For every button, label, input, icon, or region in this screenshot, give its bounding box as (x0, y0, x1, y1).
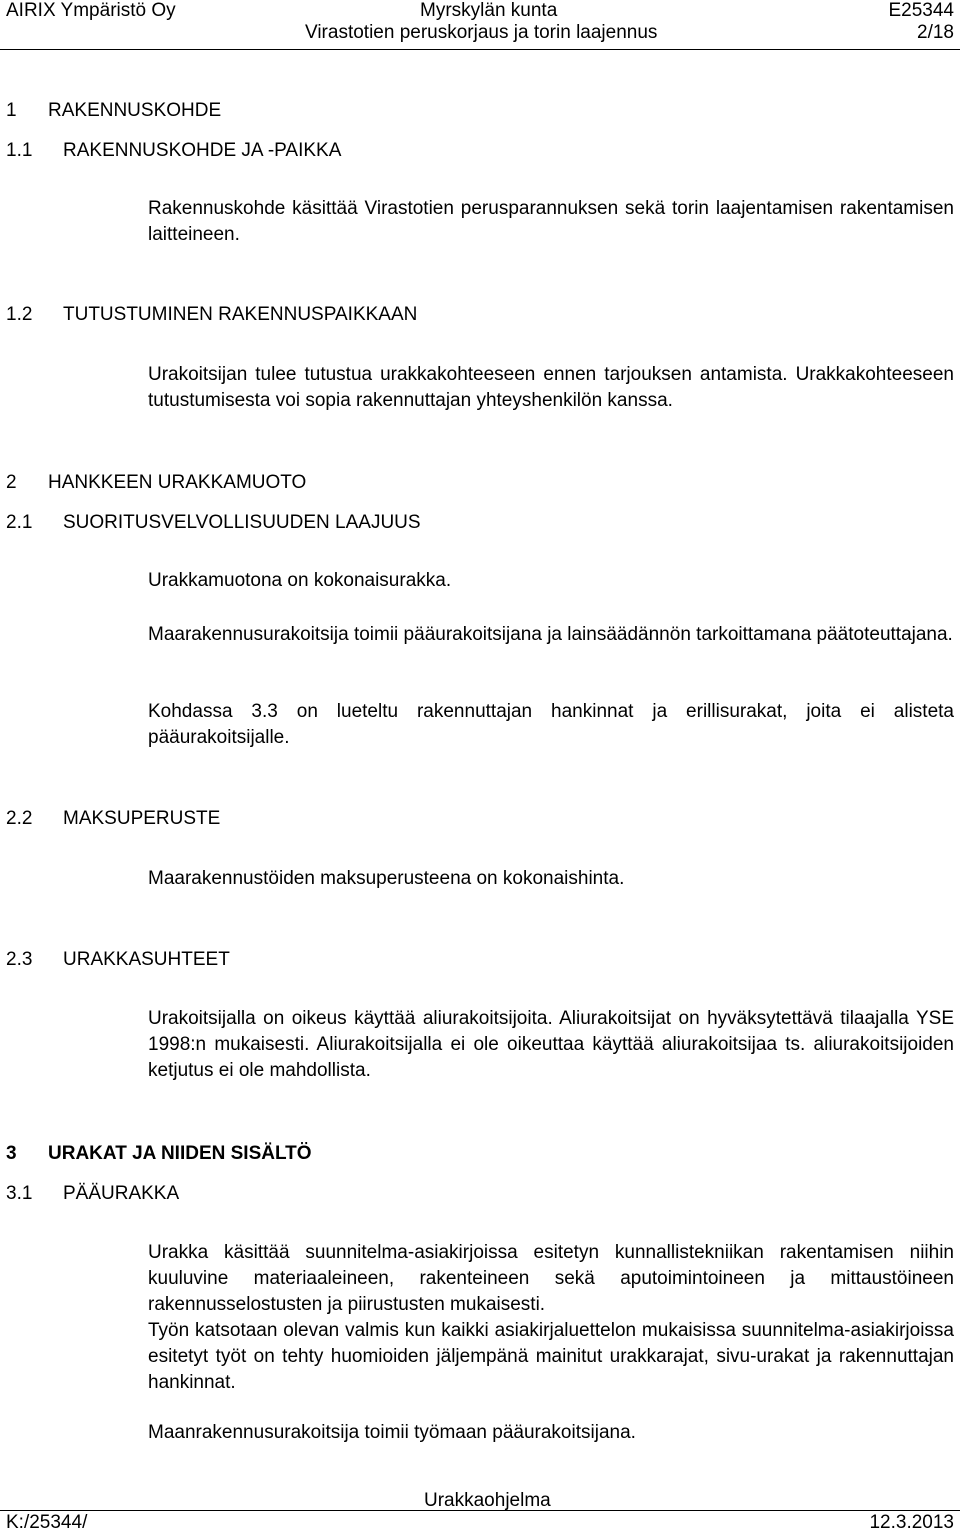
section-3-1-paragraph-2: Työn katsotaan olevan valmis kun kaikki asiakirjaluettelon mukaisissa suunnitelma-asiakirjoissa esitetyt työt on tehty huomioiden jäljempänä mainitut urakkarajat, sivu-urakat ja rakennuttajan hankinnat. (148, 1320, 954, 1393)
section-3-1-paragraph-1: Urakka käsittää suunnitelma-asiakirjoissa esitetyn kunnallistekniikan rakentamisen niihin kuuluvine materiaaleineen, rakenteineen sekä aputoimintoineen ja mittaustöineen rakennusselostusten ja piirustusten mukaisesti. (148, 1242, 954, 1315)
footer-date: 12.3.2013 (869, 1512, 954, 1533)
footer-document-name: Urakkaohjelma (424, 1490, 551, 1511)
section-number: 1 (6, 100, 17, 121)
section-title: TUTUSTUMINEN RAKENNUSPAIKKAAN (63, 304, 418, 325)
section-title: RAKENNUSKOHDE (48, 100, 222, 121)
section-title: MAKSUPERUSTE (63, 808, 221, 829)
section-2-1-paragraph-2: Maarakennusurakoitsija toimii pääurakoitsijana ja lainsäädännön tarkoittamana päätoteuttajana. (148, 624, 953, 645)
section-title: HANKKEEN URAKKAMUOTO (48, 472, 307, 493)
section-number: 1.1 (6, 140, 33, 161)
header-project: Virastotien peruskorjaus ja torin laajennus (305, 22, 658, 43)
section-1-2-text: Urakoitsijan tulee tutustua urakkakohteeseen ennen tarjouksen antamista. Urakkakohteeseen tutustumisesta voi sopia rakennuttajan yhteyshenkilön kanssa. (148, 364, 954, 411)
header-company: AIRIX Ympäristö Oy (6, 0, 176, 21)
section-number: 1.2 (6, 304, 33, 325)
header-page-number: 2/18 (917, 22, 954, 43)
section-2-3-text: Urakoitsijalla on oikeus käyttää aliurakoitsijoita. Aliurakoitsijat on hyväksytettävä tilaajalla YSE 1998:n mukaisesti. Aliurakoitsijalla ei ole oikeuttaa käyttää aliurakoitsijaa ts. aliurakoitsijoiden ketjutus ei ole mahdollista. (148, 1008, 954, 1081)
section-title: PÄÄURAKKA (63, 1183, 180, 1204)
section-2-1-paragraph-1: Urakkamuotona on kokonaisurakka. (148, 570, 452, 591)
header-rule (0, 49, 960, 50)
section-number: 2.3 (6, 949, 33, 970)
section-1-1-text: Rakennuskohde käsittää Virastotien perusparannuksen sekä torin laajentamisen rakentamisen laitteineen. (148, 198, 954, 245)
header-code: E25344 (888, 0, 954, 21)
section-title: URAKKASUHTEET (63, 949, 230, 970)
section-3-1-paragraph-3: Maanrakennusurakoitsija toimii työmaan pääurakoitsijana. (148, 1422, 636, 1443)
section-title: RAKENNUSKOHDE JA -PAIKKA (63, 140, 342, 161)
section-number: 3.1 (6, 1183, 33, 1204)
footer-path: K:/25344/ (6, 1512, 88, 1533)
section-title: URAKAT JA NIIDEN SISÄLTÖ (48, 1143, 312, 1164)
section-number: 2 (6, 472, 17, 493)
section-number: 3 (6, 1143, 17, 1164)
section-number: 2.1 (6, 512, 33, 533)
section-title: SUORITUSVELVOLLISUUDEN LAAJUUS (63, 512, 421, 533)
section-2-2-text: Maarakennustöiden maksuperusteena on kokonaishinta. (148, 868, 625, 889)
header-client: Myrskylän kunta (420, 0, 558, 21)
section-number: 2.2 (6, 808, 33, 829)
section-2-1-paragraph-3: Kohdassa 3.3 on lueteltu rakennuttajan hankinnat ja erillisurakat, joita ei alisteta pääurakoitsijalle. (148, 701, 954, 748)
